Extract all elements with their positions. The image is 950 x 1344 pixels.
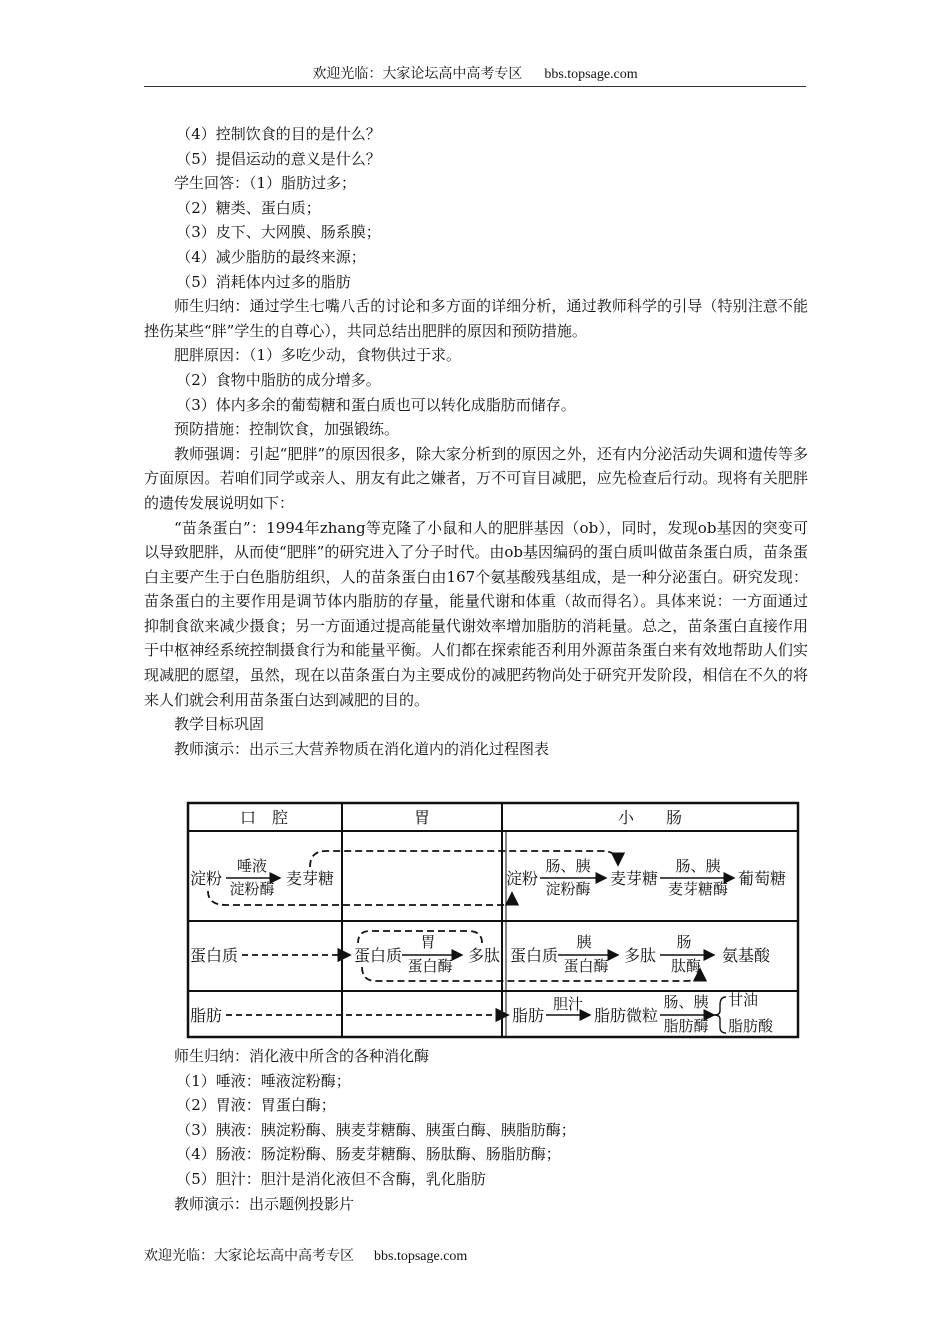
page-header — [144, 64, 806, 87]
glucose: 葡萄糖 — [738, 869, 787, 888]
paragraph: （5）提倡运动的意义是什么？ — [176, 149, 381, 168]
main-text — [144, 122, 808, 761]
starch-i-enzyme-top: 肠、胰 — [545, 857, 591, 875]
paragraph: （4）肠液：肠淀粉酶、肠麦芽糖酶、肠肽酶、肠脂肪酶； — [176, 1145, 561, 1164]
paragraph: （3）体内多余的葡萄糖和蛋白质也可以转化成脂肪而储存。 — [176, 395, 576, 414]
fat-droplet: 脂肪微粒 — [594, 1006, 659, 1025]
enzyme-summary-text — [144, 1044, 808, 1216]
maltose-enzyme-top: 肠、胰 — [675, 857, 721, 875]
paragraph: （3）胰液：胰淀粉酶、胰麦芽糖酶、胰蛋白酶、胰脂肪酶； — [176, 1120, 576, 1139]
paragraph: 教师演示：出示三大营养物质在消化道内的消化过程图表 — [174, 739, 550, 758]
protein-intestine: 蛋白质 — [510, 946, 559, 965]
header-stomach: 胃 — [413, 808, 431, 827]
peptide-stomach: 多肽 — [468, 946, 501, 965]
maltose-intestine: 麦芽糖 — [610, 869, 659, 888]
paragraph: “苗条蛋白”：1994年zhang等克隆了小鼠和人的肥胖基因（ob），同时，发现ob基因的突变可以导致肥胖，从而使“肥胖”的研究进入了分子时代。由ob基因编码的蛋白质叫做苗条蛋白质，苗条蛋白主要产生于白色脂肪组织，人的苗条蛋白由167个氨基酸残基组成，是一种分泌蛋白。研究发现：苗条蛋白的主要作用是调节体内脂肪的存量，能量代谢和体重（故而得名）。具体来说：一方面通过抑制食欲来减少摄食；另一方面通过提高能量代谢效率增加脂肪的消耗量。总之，苗条蛋白直接作用于中枢神经系统控制摄食行为和能量平衡。人们都在探索能否利用外源苗条蛋白来有效地帮助人们实现减肥的愿望，虽然，现在以苗条蛋白为主要成份的减肥药物尚处于研究开发阶段，相信在不久的将来人们就会利用苗条蛋白达到减肥的目的。 — [144, 518, 808, 709]
glycerol: 甘油 — [728, 991, 759, 1009]
paragraph: 肥胖原因：（1）多吃少动，食物供过于求。 — [174, 346, 462, 365]
starch-label: 淀粉 — [190, 869, 223, 888]
footer-site-link[interactable]: bbs.topsage.com — [374, 1249, 468, 1264]
peptide-enzyme-bottom: 肽酶 — [670, 957, 702, 975]
paragraph: 教学目标巩固 — [174, 715, 265, 734]
protein-stomach: 蛋白质 — [354, 946, 403, 965]
fat-enzyme-bottom: 脂肪酶 — [663, 1017, 709, 1035]
paragraph: （5）胆汁：胆汁是消化液但不含酶，乳化脂肪 — [176, 1169, 486, 1188]
paragraph: 教师演示：出示题例投影片 — [174, 1194, 355, 1213]
header-intestine: 小 肠 — [617, 808, 683, 827]
protein-label: 蛋白质 — [190, 946, 239, 965]
starch-i-enzyme-bottom: 淀粉酶 — [545, 880, 591, 898]
peptide-intestine: 多肽 — [624, 946, 657, 965]
amino-acid: 氨基酸 — [722, 946, 771, 965]
starch-intestine: 淀粉 — [506, 869, 539, 888]
bile-label: 胆汁 — [552, 995, 584, 1013]
fatty-acid: 脂肪酸 — [728, 1017, 774, 1035]
page-footer — [144, 1246, 467, 1267]
starch-enzyme-top: 唾液 — [236, 857, 268, 875]
protein-i-enzyme-bottom: 蛋白酶 — [563, 957, 609, 975]
paragraph: （2）糖类、蛋白质； — [176, 198, 321, 217]
maltose-mouth: 麦芽糖 — [286, 869, 335, 888]
protein-s-enzyme-bottom: 蛋白酶 — [407, 957, 453, 975]
starch-enzyme-bottom: 淀粉酶 — [229, 880, 275, 898]
digestion-diagram — [186, 801, 800, 1039]
paragraph: （4）控制饮食的目的是什么？ — [176, 125, 381, 143]
paragraph: 师生归纳：消化液中所含的各种消化酶 — [174, 1047, 430, 1065]
paragraph: （1）唾液：唾液淀粉酶； — [176, 1071, 351, 1090]
paragraph: （4）减少脂肪的最终来源； — [176, 247, 366, 266]
fat-enzyme-top: 肠、胰 — [663, 993, 709, 1011]
paragraph: 师生归纳：通过学生七嘴八舌的讨论和多方面的详细分析，通过教师科学的引导（特别注意不能挫伤某些“胖”学生的自尊心），共同总结出肥胖的原因和预防措施。 — [144, 297, 808, 340]
peptide-enzyme-top: 肠 — [676, 933, 692, 951]
header-site-link[interactable]: bbs.topsage.com — [544, 67, 638, 82]
paragraph: （3）皮下、大网膜、肠系膜； — [176, 223, 381, 242]
footer-text: 欢迎光临：大家论坛高中高考专区 — [144, 1248, 354, 1264]
paragraph: （2）食物中脂肪的成分增多。 — [176, 370, 381, 389]
paragraph: （2）胃液：胃蛋白酶； — [176, 1096, 336, 1115]
fat-brace — [714, 997, 726, 1033]
paragraph: 学生回答：（1）脂肪过多； — [174, 174, 357, 193]
header-mouth: 口 腔 — [239, 808, 289, 827]
protein-s-enzyme-top: 胃 — [420, 933, 436, 951]
paragraph: 教师强调：引起“肥胖”的原因很多，除大家分析到的原因之外，还有内分泌活动失调和遗传等多方面原因。若咱们同学或亲人、朋友有此之嫌者，万不可盲目减肥，应先检查后行动。现将有关肥胖的遗传发展说明如下： — [144, 444, 808, 512]
paragraph: 预防措施：控制饮食，加强锻练。 — [174, 420, 400, 439]
header-text: 欢迎光临：大家论坛高中高考专区 — [312, 66, 523, 82]
protein-i-enzyme-top: 胰 — [576, 933, 592, 951]
fat-label: 脂肪 — [190, 1006, 223, 1025]
fat-intestine: 脂肪 — [512, 1006, 545, 1025]
paragraph: （5）消耗体内过多的脂肪 — [176, 272, 351, 291]
maltose-enzyme-bottom: 麦芽糖酶 — [667, 880, 729, 898]
